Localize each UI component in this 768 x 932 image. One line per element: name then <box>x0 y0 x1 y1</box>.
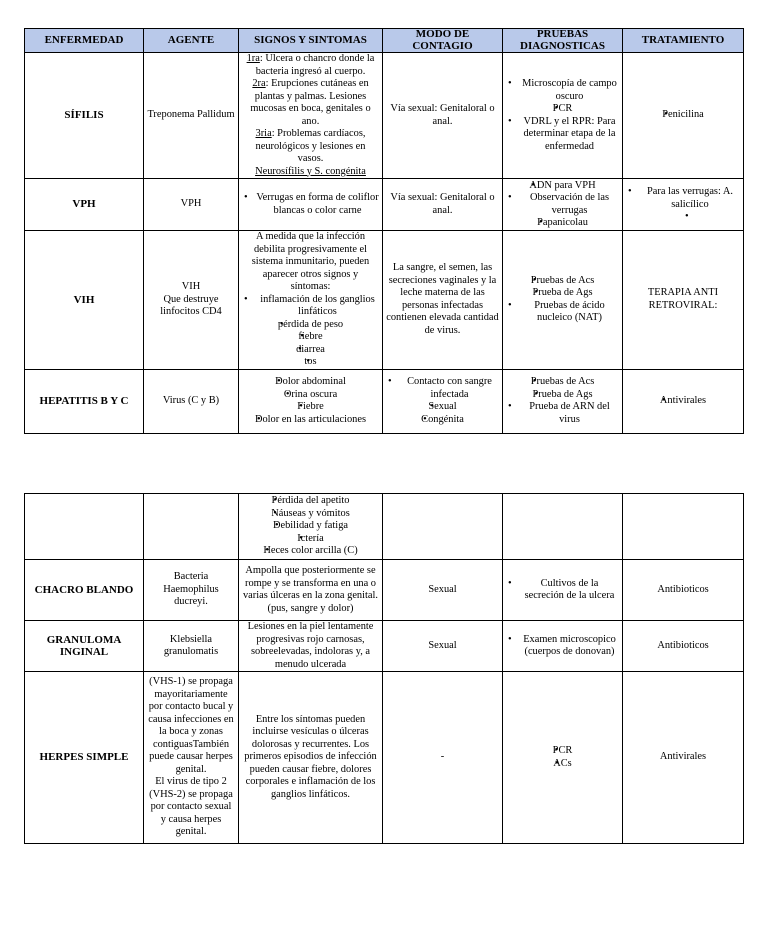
list-item: • Prueba de ARN del virus <box>506 401 619 426</box>
row-sifilis <box>25 53 744 179</box>
agent-cell: Bacteria Haemophilus ducreyi. <box>144 560 239 621</box>
list-item: • Dolor en las articulaciones <box>255 414 366 427</box>
mode-cell: Vía sexual: Genitaloral o anal. <box>383 179 503 231</box>
list-item: • Prueba de Ags <box>532 389 592 402</box>
list-item: • Contacto con sangre infectada <box>386 376 499 401</box>
symptoms-text: Ampolla que posteriormente se rompe y se transforma en una o varias úlceras en la zona genital. <box>242 565 378 601</box>
list-item: • Ictería <box>297 533 324 546</box>
treatment-cell: Antivirales <box>623 672 744 844</box>
stage-2-text: : Erupciones cutáneas en plantas y palmas. Lesiones mucosas en boca, genitales o ano. <box>250 78 371 127</box>
empty-cell <box>383 494 503 560</box>
tests-cell <box>503 231 623 370</box>
tests-cell <box>503 672 623 844</box>
row-herpes <box>25 672 744 844</box>
list-item: • PCR <box>553 745 573 758</box>
treatment-cell: Antibioticos <box>623 621 744 672</box>
row-chancro <box>25 560 744 621</box>
list-item: • Papanicolau <box>537 217 588 230</box>
list-item: • Microscopía de campo oscuro <box>506 78 619 103</box>
list-item: • Debilidad y fatiga <box>273 520 348 533</box>
std-table-page-2 <box>24 493 744 844</box>
agent-cell: Klebsiella granulomatis <box>144 621 239 672</box>
list-item: • Sexual <box>428 401 456 414</box>
list-item: • Náuseas y vómitos <box>271 508 350 521</box>
tests-cell <box>503 179 623 231</box>
list-item: • Pruebas de Acs <box>531 275 595 288</box>
symptoms-cell: Lesiones en la piel lentamente progresivas rojo carnosas, sobreelevadas, indoloras y, a menudo ulcerada <box>239 621 383 672</box>
symptoms-intro: A medida que la infección debilita progresivamente el sistema inmunitario, pueden aparecer otros signos y síntomas: <box>251 231 370 292</box>
symptoms-cell <box>239 231 383 370</box>
list-item: • Prueba de Ags <box>532 287 592 300</box>
symptoms-note: (pus, sangre y dolor) <box>267 602 354 614</box>
disease-name: GRANULOMA INGINAL <box>25 621 144 672</box>
empty-cell <box>25 494 144 560</box>
list-item: • inflamación de los ganglios linfáticos <box>242 294 379 319</box>
symptoms-cell <box>239 369 383 433</box>
list-item: • Observación de las verrugas <box>506 192 619 217</box>
empty-cell <box>144 494 239 560</box>
list-item: • ADN para VPH <box>529 180 595 193</box>
std-table-page-1 <box>24 28 744 434</box>
empty-cell <box>623 494 744 560</box>
row-vih <box>25 231 744 370</box>
stage-4-text: Neurosífilis y S. congénita <box>255 165 366 177</box>
agent-line-1: VIH <box>181 281 201 292</box>
list-item: • VDRL y el RPR: Para determinar etapa de la enfermedad <box>506 116 619 154</box>
list-item: • tos <box>304 356 316 369</box>
disease-name: VIH <box>25 231 144 370</box>
agent-line-2: Que destruye linfocitos CD4 <box>160 293 222 317</box>
stage-3-label: 3ria <box>255 128 272 139</box>
list-item: • Cultivos de la secreción de la ulcera <box>506 578 619 603</box>
list-item: • Dolor abdominal <box>275 376 346 389</box>
list-item: • PCR <box>553 103 573 116</box>
header-enfermedad: ENFERMEDAD <box>25 29 144 53</box>
symptoms-cell <box>239 494 383 560</box>
tests-cell <box>503 369 623 433</box>
header-row <box>25 29 744 53</box>
row-hepatitis-continued <box>25 494 744 560</box>
agent-cell: Treponema Pallidum <box>144 53 239 179</box>
list-item: • fiebre <box>298 331 322 344</box>
mode-cell: - <box>383 672 503 844</box>
row-vph <box>25 179 744 231</box>
stage-1-text: : Ulcera o chancro donde la bacteria ingresó al cuerpo. <box>255 53 375 77</box>
stage-3-text: : Problemas cardíacos, neurológicos y lesiones en vasos. <box>255 128 366 164</box>
disease-name: HERPES SIMPLE <box>25 672 144 844</box>
symptoms-cell: Entre los síntomas pueden incluirse vesículas o úlceras dolorosas y recurrentes. Los primeros episodios de infección pueden causar fiebre, dolores corporales e inflamación de los ganglios linfáticos. <box>239 672 383 844</box>
tests-cell <box>503 621 623 672</box>
mode-cell <box>383 369 503 433</box>
list-item: • diarrea <box>296 344 325 357</box>
header-agente: AGENTE <box>144 29 239 53</box>
header-tratamiento: TRATAMIENTO <box>623 29 744 53</box>
list-item: • Congénita <box>421 414 464 427</box>
list-item: • Antivirales <box>660 395 706 408</box>
tests-cell <box>503 560 623 621</box>
treatment-cell <box>623 369 744 433</box>
row-granuloma <box>25 621 744 672</box>
treatment-cell: TERAPIA ANTI RETROVIRAL: <box>623 231 744 370</box>
empty-cell <box>503 494 623 560</box>
symptoms-cell <box>239 179 383 231</box>
list-item: • Para las verrugas: A. salicílico <box>626 186 740 211</box>
stage-1-label: 1ra <box>246 53 260 64</box>
mode-cell: La sangre, el semen, las secreciones vaginales y la leche materna de las personas infectadas contienen elevada cantidad de virus. <box>383 231 503 370</box>
list-item: • Pruebas de Acs <box>531 376 595 389</box>
list-item: • ACs <box>553 758 571 771</box>
mode-cell: Sexual <box>383 621 503 672</box>
symptoms-cell <box>239 560 383 621</box>
list-item: • Fiebre <box>297 401 324 414</box>
symptoms-cell <box>239 53 383 179</box>
list-item: • Penicilina <box>662 109 704 122</box>
header-modo: MODO DE CONTAGIO <box>383 29 503 53</box>
list-item: • Verrugas en forma de coliflor blancas o color carne <box>242 192 379 217</box>
disease-name: SÍFILIS <box>25 53 144 179</box>
header-signos: SIGNOS Y SINTOMAS <box>239 29 383 53</box>
agent-paragraph-1: (VHS-1) se propaga mayoritariamente por contacto bucal y causa infecciones en la boca y zonas contiguasTambién puede causar herpes genital. <box>148 676 234 775</box>
header-pruebas: PRUEBAS DIAGNOSTICAS <box>503 29 623 53</box>
list-item: • pérdida de peso <box>278 319 343 332</box>
treatment-cell: Antibioticos <box>623 560 744 621</box>
tests-cell <box>503 53 623 179</box>
list-item: • Pérdida del apetito <box>272 495 350 508</box>
agent-cell <box>144 672 239 844</box>
list-item: • Heces color arcilla (C) <box>263 545 357 558</box>
agent-cell <box>144 231 239 370</box>
list-item: • Orina oscura <box>284 389 337 402</box>
agent-paragraph-2: El virus de tipo 2 (VHS-2) se propaga por contacto sexual y causa herpes genital. <box>149 776 233 838</box>
agent-cell: Virus (C y B) <box>144 369 239 433</box>
list-item: • Pruebas de ácido nucleico (NAT) <box>506 300 619 325</box>
stage-2-label: 2ra <box>252 78 266 89</box>
list-item: • Examen microscopico (cuerpos de donovan) <box>506 634 619 659</box>
mode-cell: Sexual <box>383 560 503 621</box>
disease-name: HEPATITIS B Y C <box>25 369 144 433</box>
disease-name: VPH <box>25 179 144 231</box>
treatment-cell <box>623 53 744 179</box>
disease-name: CHACRO BLANDO <box>25 560 144 621</box>
mode-cell: Vía sexual: Genitaloral o anal. <box>383 53 503 179</box>
treatment-cell <box>623 179 744 231</box>
agent-cell: VPH <box>144 179 239 231</box>
row-hepatitis <box>25 369 744 433</box>
